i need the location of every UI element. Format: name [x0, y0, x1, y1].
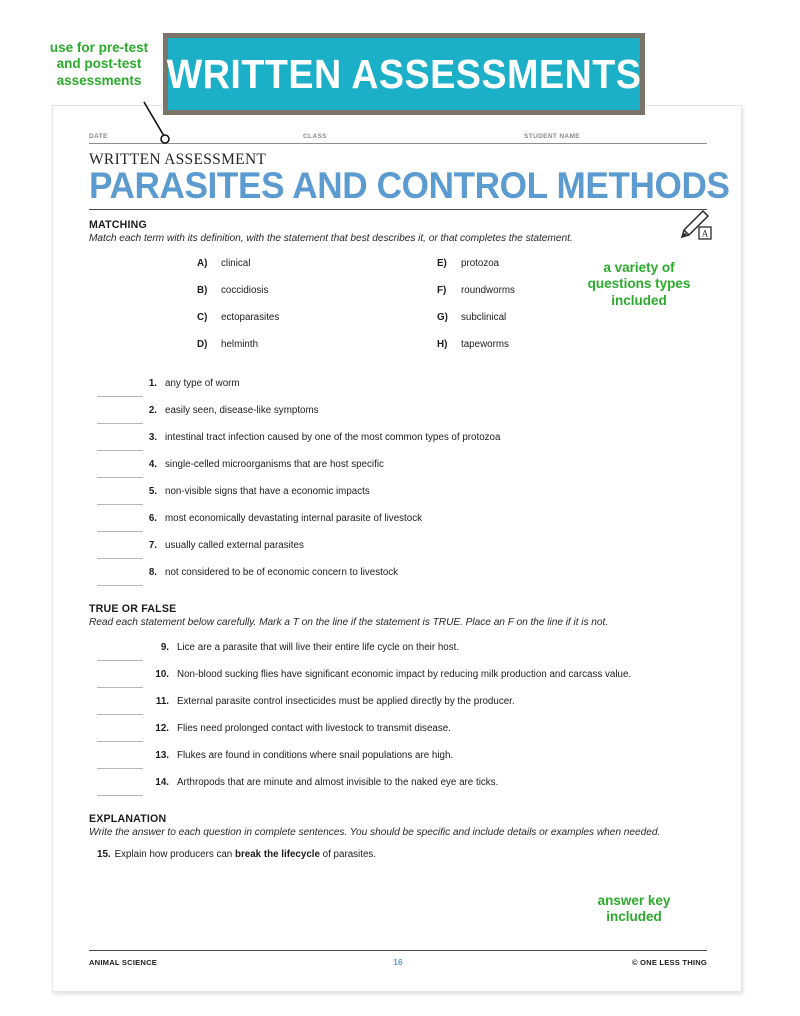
question-text: most economically devastating internal parasite of livestock — [165, 512, 423, 524]
section-heading-matching: MATCHING — [89, 218, 147, 231]
option-item — [197, 339, 437, 366]
question-number: 4. — [148, 458, 157, 470]
option-item — [437, 312, 677, 339]
question-text: Non-blood sucking flies have significant economic impact by reducing milk production and carcass value. — [177, 668, 632, 680]
true-false-question-item — [89, 777, 707, 804]
option-term: helminth — [221, 338, 259, 350]
question-number: 13. — [155, 749, 169, 761]
true-false-question-item — [89, 669, 707, 696]
class-field[interactable] — [251, 124, 449, 144]
answer-blank[interactable] — [97, 450, 143, 451]
page-footer — [89, 950, 707, 967]
question-text-pre: Explain how producers can — [114, 848, 235, 860]
question-text-emphasis: break the lifecycle — [234, 848, 320, 860]
page-title: PARASITES AND CONTROL METHODS — [89, 165, 730, 206]
answer-blank[interactable] — [97, 660, 143, 661]
question-text: not considered to be of economic concern to livestock — [165, 566, 399, 578]
answer-blank[interactable] — [97, 687, 143, 688]
option-letter: C) — [197, 311, 208, 323]
true-false-question-item — [89, 696, 707, 723]
option-item — [197, 285, 437, 312]
question-number: 1. — [148, 377, 157, 389]
question-number: 14. — [155, 776, 169, 788]
option-term: clinical — [221, 257, 251, 269]
answer-blank[interactable] — [97, 423, 143, 424]
question-text: easily seen, disease-like symptoms — [165, 404, 319, 416]
question-number: 9. — [160, 641, 169, 653]
question-text-post: of parasites. — [319, 848, 377, 860]
option-term: roundworms — [461, 284, 515, 296]
question-number: 7. — [148, 539, 157, 551]
date-label: DATE — [89, 133, 108, 140]
option-term: protozoa — [461, 257, 500, 269]
option-term: ectoparasites — [221, 311, 280, 323]
student-name-label: STUDENT NAME — [524, 133, 580, 140]
answer-blank[interactable] — [97, 558, 143, 559]
question-text: non-visible signs that have a economic impacts — [165, 485, 370, 497]
pencil-icon — [675, 202, 717, 244]
callout-answer-key: answer key included — [597, 893, 671, 925]
footer-row — [89, 957, 707, 967]
option-letter: F) — [437, 284, 447, 296]
question-number: 6. — [148, 512, 157, 524]
option-letter: D) — [197, 338, 208, 350]
question-text: any type of worm — [165, 377, 240, 389]
matching-question-item — [89, 540, 707, 567]
promo-banner — [163, 33, 645, 115]
answer-blank[interactable] — [97, 477, 143, 478]
section-heading-true-false: TRUE OR FALSE — [89, 602, 177, 615]
matching-question-item — [89, 567, 707, 594]
answer-blank[interactable] — [97, 741, 143, 742]
option-term: coccidiosis — [221, 284, 269, 296]
question-number: 2. — [148, 404, 157, 416]
section-instructions-matching: Match each term with its definition, with the statement that best describes it, or that completes the statement. — [89, 232, 573, 244]
answer-blank[interactable] — [97, 795, 143, 796]
class-label: CLASS — [303, 133, 327, 140]
footer-subject: ANIMAL SCIENCE — [89, 957, 158, 967]
question-number: 3. — [148, 431, 157, 443]
footer-divider — [89, 950, 707, 951]
question-text: Lice are a parasite that will live their entire life cycle on their host. — [177, 641, 460, 653]
option-item — [437, 339, 677, 366]
option-letter: E) — [437, 257, 447, 269]
question-text: usually called external parasites — [165, 539, 304, 551]
explanation-question-item — [89, 849, 707, 860]
callout-pretest-leader-line — [140, 100, 180, 145]
question-text: single-celled microorganisms that are host specific — [165, 458, 384, 470]
option-item — [197, 312, 437, 339]
footer-copyright: © ONE LESS THING — [631, 957, 707, 967]
question-text: intestinal tract infection caused by one of the most common types of protozoa — [165, 431, 501, 443]
callout-pretest: use for pre-test and post-test assessments — [49, 40, 149, 88]
option-letter: H) — [437, 338, 448, 350]
true-false-question-item — [89, 750, 707, 777]
section-instructions-true-false: Read each statement below carefully. Mark a T on the line if the statement is TRUE. Place an F on the line if it is not. — [89, 616, 609, 628]
option-term: tapeworms — [461, 338, 509, 350]
matching-question-item — [89, 486, 707, 513]
true-false-question-item — [89, 723, 707, 750]
answer-blank[interactable] — [97, 585, 143, 586]
matching-question-item — [89, 432, 707, 459]
answer-blank[interactable] — [97, 531, 143, 532]
matching-question-item — [89, 513, 707, 540]
answer-blank[interactable] — [97, 714, 143, 715]
option-term: subclinical — [461, 311, 507, 323]
matching-question-list — [89, 378, 707, 594]
question-text: Flies need prolonged contact with livestock to transmit disease. — [177, 722, 451, 734]
option-letter: G) — [437, 311, 448, 323]
true-false-question-item — [89, 642, 707, 669]
true-false-question-list — [89, 642, 707, 804]
section-heading-explanation: EXPLANATION — [89, 812, 167, 825]
callout-question-variety: a variety of questions types included — [587, 260, 691, 308]
question-number: 10. — [155, 668, 169, 680]
document-kicker: WRITTEN ASSESSMENT — [89, 151, 267, 168]
option-letter: B) — [197, 284, 208, 296]
section-instructions-explanation: Write the answer to each question in complete sentences. You should be specific and include details or examples when needed. — [89, 826, 661, 838]
matching-options-left-column — [197, 258, 437, 366]
question-text: External parasite control insecticides must be applied directly by the producer. — [177, 695, 515, 707]
student-name-field[interactable] — [449, 124, 707, 144]
answer-blank[interactable] — [97, 504, 143, 505]
title-divider — [89, 209, 707, 210]
page-number: 16 — [393, 957, 403, 967]
matching-question-item — [89, 459, 707, 486]
question-number: 5. — [148, 485, 157, 497]
matching-question-item — [89, 378, 707, 405]
question-number: 8. — [148, 566, 157, 578]
answer-blank[interactable] — [97, 768, 143, 769]
identity-header — [89, 124, 707, 144]
page-content — [89, 124, 730, 860]
question-number: 15. — [97, 848, 111, 860]
option-letter: A) — [197, 257, 208, 269]
question-text: Flukes are found in conditions where snail populations are high. — [177, 749, 454, 761]
question-number: 12. — [155, 722, 169, 734]
worksheet-page — [52, 105, 742, 992]
matching-question-item — [89, 405, 707, 432]
question-number: 11. — [155, 695, 169, 707]
option-item — [197, 258, 437, 285]
question-text: Arthropods that are minute and almost invisible to the naked eye are ticks. — [177, 776, 499, 788]
promo-banner-title: WRITTEN ASSESSMENTS — [166, 50, 642, 97]
answer-blank[interactable] — [97, 396, 143, 397]
svg-text:A: A — [701, 228, 709, 239]
